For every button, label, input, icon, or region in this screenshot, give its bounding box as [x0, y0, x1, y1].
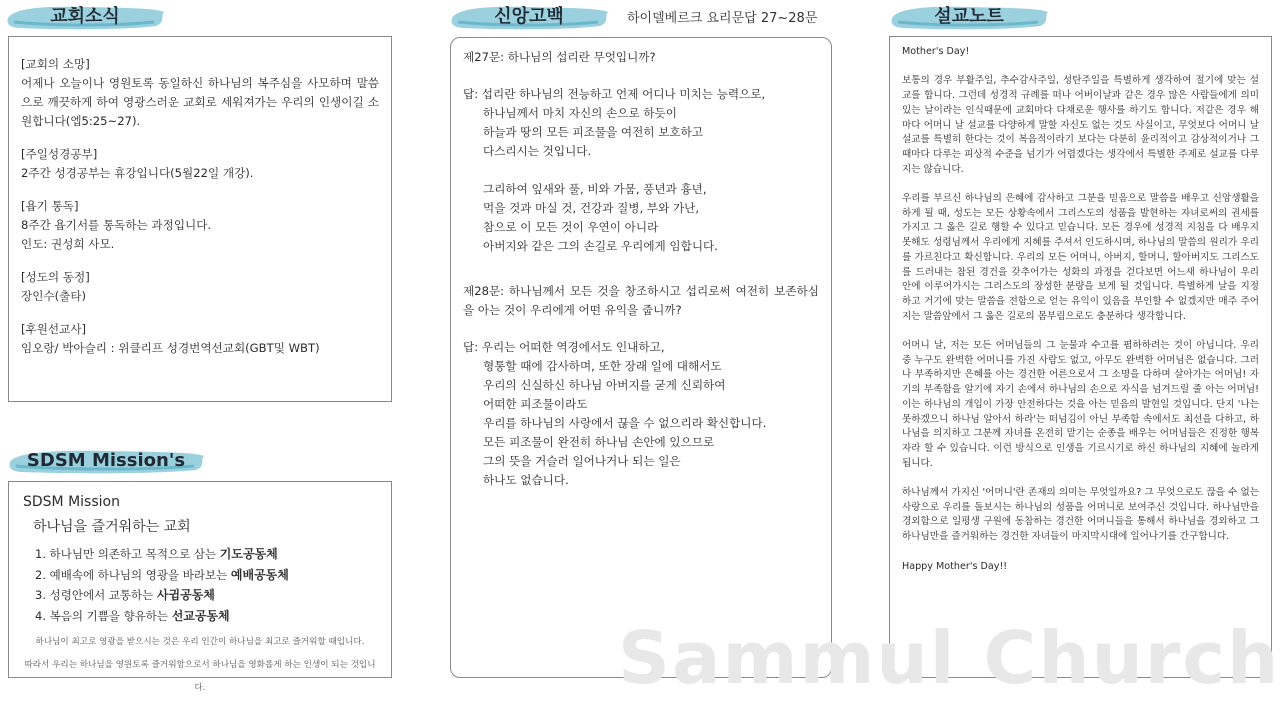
mission-keyword: 기도공동체: [219, 547, 278, 561]
creed-answer: [463, 338, 819, 490]
sermon-title: Mother's Day!: [902, 46, 970, 57]
sermon-paragraph: 하나님께서 가지신 '어머니'란 존재의 의미는 무엇일까요? 그 무엇으로도 끊을 수 없는 사랑으로 우리를 돌보시는 하나님의 성품을 어머니로 보여주신 것입니다. 하나님만을 경외함으로 일평생 구원에 동참하는 경건한 어머니들을 통해서 하나님을 경외하고 그 하나님만을 즐거워하는 경건한 자녀들이 마지막시대에 일어나기를 간구합니다.: [902, 487, 1259, 543]
mission-item: 3. 성령안에서 교통하는 사귐공동체: [35, 588, 215, 602]
creed-header: [448, 2, 610, 32]
sermon-paragraph: 보통의 경우 부활주일, 추수감사주일, 성탄주일을 특별하게 생각하여 절기에 맞는 설교를 합니다. 그런데 성경적 규례를 떠나 어버이날과 같은 경우 많은 사람들에게 의미있는 날이라는 인식때문에 교회마다 다채로운 행사를 하기도 합니다. 저같은 경우 해마다 어머니 날 설교를 다양하게 말할 자신도 없는 것도 사실이고, 무엇보다 어머니 날 설교를 특별히 한다는 것이 복음적이라기 보다는 다분히 윤리적이고 감상적이거나 그때마다 다루는 피상적 수준을 넘기가 어렵겠다는 생각에서 특별한 주제로 설교를 다루지는 않습니다.: [902, 75, 1259, 175]
answer-line: 하나도 없습니다.: [483, 473, 569, 487]
sermon-section-title: 설교노트: [934, 6, 1004, 27]
mission-title: SDSM Mission: [23, 494, 120, 510]
answer-line: 하나님께서 마치 자신의 손으로 하듯이: [483, 106, 677, 120]
mission-header: [6, 446, 206, 476]
answer-line: 그의 뜻을 거슬러 일어나거나 되는 일은: [483, 454, 681, 468]
news-item: [21, 145, 379, 183]
creed-section-title: 신앙고백: [494, 6, 564, 27]
sermon-closing: Happy Mother's Day!!: [902, 560, 1008, 572]
answer-line: 우리를 하나님의 사랑에서 끊을 수 없으리라 확신합니다.: [483, 416, 767, 430]
mission-item: 4. 복음의 기쁨을 향유하는 선교공동체: [35, 608, 230, 623]
mission-footer-line: 하나님이 최고로 영광을 받으시는 것은 우리 인간이 하나님을 최고로 즐거워할 때입니다.: [35, 637, 365, 647]
news-item: [21, 197, 379, 254]
news-heading: [욥기 통독]: [21, 199, 79, 213]
answer-line: 먹을 것과 마실 것, 건강과 질병, 부와 가난,: [483, 201, 700, 215]
sermon-header: [888, 2, 1050, 32]
sermon-paragraph: 어머니 날, 저는 모든 어머님들의 그 눈물과 수고를 폄하하려는 것이 아닙니다. 우리 중 누구도 완벽한 어머니를 가진 사람도 없고, 아무도 완벽한 어머님은 없습니다. 그러나 부족하지만 은혜를 아는 경건한 어른으로서 그 소명을 다하며 살아가는 어머님! 자기의 부족함을 알기에 자기 손에서 하나님의 손으로 자식을 넘겨드릴 줄 아는 어머님! 이는 하나님의 개입이 가장 안전하다는 것을 아는 믿음의 발현일 것입니다. 단지 '나는 못하겠으니 하나님 알아서 하라'는 떠넘김이 아닌 부족함 속에서도 최선을 다하고, 하나님을 의지하고 그분께 자녀를 온전히 맡기는 순종을 배우는 어머님들은 진정한 행복자라 할 수 있습니다. 이런 방식으로 인생을 기르시기로 하신 하나님의 지혜에 놀라게 됩니다.: [902, 340, 1259, 469]
creed-question: 제28문: 하나님께서 모든 것을 창조하시고 섭리로써 여전히 보존하심을 아는 것이 우리에게 어떤 유익을 줍니까?: [463, 284, 819, 317]
mission-subtitle: 하나님을 즐거워하는 교회: [33, 519, 191, 535]
sermon-box: [889, 36, 1272, 678]
news-section-title: 교회소식: [50, 6, 120, 27]
answer-line: 모든 피조물이 완전히 하나님 손안에 있으므로: [483, 435, 715, 449]
answer-line: 우리의 신실하신 하나님 아버지를 굳게 신뢰하여: [483, 378, 726, 392]
mission-keyword: 예배공동체: [230, 567, 289, 582]
church-watermark: Sammul Church: [618, 616, 1280, 700]
sermon-paragraph: 우리를 부르신 하나님의 은혜에 감사하고 그분을 믿음으로 말씀을 배우고 신앙생활을 하게 될 때, 성도는 모든 상황속에서 그리스도의 성품을 발현하는 자녀로써의 권세를 가지고 그 옳은 길로 행할 수 있다고 믿습니다. 모든 경우에 성경적 지침을 다 배우지 못해도 성령님께서 우리에게 지혜를 주셔서 인도하시며, 하나님의 말씀의 원리가 우리를 가르친다고 확신합니다. 우리의 모든 어머니, 아버지, 할머니, 할아버지도 그리스도를 드러내는 참된 경건을 갖추어가는 성화의 과정을 걷다보면 어느새 하나님이 우리 안에 이루어가시는 그리스도의 장성한 분량을 보게 될 것입니다. 특별하게 날을 지정하고 거기에 맞는 말씀을 전함으로 얻는 유익이 있음을 부인할 수 없겠지만 매주 주어지는 말씀앞에서 그 옳은 길로의 몸부림으로도 충분하다 생각합니다.: [902, 193, 1259, 322]
answer-line: 답: 섭리란 하나님의 전능하고 언제 어디나 미치는 능력으로,: [463, 87, 766, 101]
creed-answer: [463, 85, 819, 256]
news-text: 인도: 권성희 사모.: [21, 237, 115, 251]
mission-box: [8, 481, 392, 693]
mission-section-title: SDSM Mission's: [26, 450, 186, 471]
church-news-box: [8, 36, 392, 402]
answer-line: 하늘과 땅의 모든 피조물을 여전히 보호하고: [483, 125, 704, 139]
creed-question: 제27문: 하나님의 섭리란 무엇입니까?: [463, 50, 656, 64]
news-heading: [후원선교사]: [21, 322, 87, 336]
news-text: 장인수(출타): [21, 289, 87, 303]
news-heading: [성도의 동정]: [21, 270, 90, 284]
answer-line: 어떠한 피조물이라도: [483, 397, 588, 411]
answer-line: 그리하여 잎새와 풀, 비와 가뭄, 풍년과 흉년,: [483, 182, 707, 196]
mission-footer-line: 따라서 우리는 하나님을 영원토록 즐거워함으로서 하나님을 영화롭게 하는 인생이 되는 것입니다.: [24, 660, 376, 693]
news-text: 8주간 욥기서를 통독하는 과정입니다.: [21, 218, 212, 232]
mission-item: 2. 예배속에 하나님의 영광을 바라보는 예배공동체: [35, 567, 289, 582]
news-text: 2주간 성경공부는 휴강입니다(5월22일 개강).: [21, 166, 254, 180]
answer-line: 답: 우리는 어떠한 역경에서도 인내하고,: [463, 340, 665, 354]
mission-footer: [23, 631, 377, 700]
news-heading: [교회의 소망]: [21, 57, 90, 71]
news-text: 어제나 오늘이나 영원토록 동일하신 하나님의 복주심을 사모하며 말씀으로 깨끗하게 하여 영광스러운 교회로 세워져가는 우리의 인생이길 소원합니다(엡5:25~27).: [21, 76, 379, 128]
news-heading: [주일성경공부]: [21, 147, 98, 161]
news-item: [21, 268, 379, 306]
news-item: [21, 55, 379, 131]
creed-subtitle: 하이델베르크 요리문답 27~28문: [627, 11, 818, 26]
answer-line: 아버지와 같은 그의 손길로 우리에게 임합니다.: [483, 239, 718, 253]
news-header: [4, 2, 166, 32]
answer-line: 참으로 이 모든 것이 우연이 아니라: [483, 220, 659, 234]
mission-item: 1. 하나님만 의존하고 목적으로 삼는 기도공동체: [35, 547, 278, 561]
news-text: 임오랑/ 박아슬리 : 위클리프 성경번역선교회(GBT및 WBT): [21, 341, 320, 355]
answer-line: 다스리시는 것입니다.: [483, 144, 592, 158]
creed-box: [450, 37, 832, 678]
answer-line: 형통할 때에 감사하며, 또한 장래 일에 대해서도: [483, 359, 722, 373]
mission-keyword: 선교공동체: [171, 608, 230, 623]
mission-keyword: 사귐공동체: [156, 588, 215, 602]
news-item: [21, 320, 379, 358]
